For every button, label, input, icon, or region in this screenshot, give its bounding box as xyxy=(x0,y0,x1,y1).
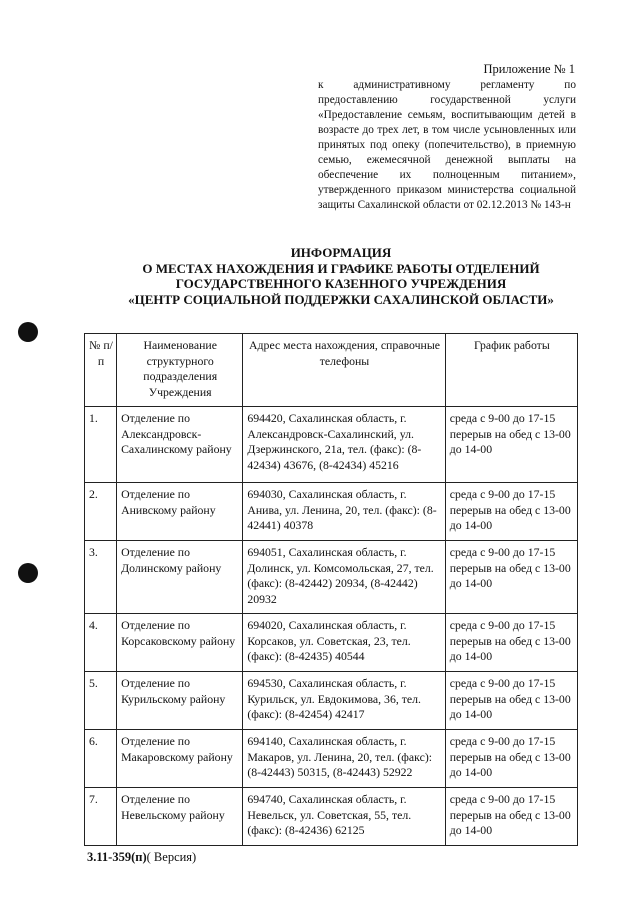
row-name: Отделение по Макаровскому району xyxy=(117,730,243,788)
header-address: Адрес места нахождения, справочные телефоны xyxy=(243,334,445,407)
row-name: Отделение по Анивскому району xyxy=(117,483,243,541)
row-schedule: среда с 9-00 до 17-15 перерыв на обед с 13-00 до 14-00 xyxy=(445,614,577,672)
row-address: 694020, Сахалинская область, г. Корсаков, ул. Советская, 23, тел. (факс): (8-42435) 40544 xyxy=(243,614,445,672)
row-name: Отделение по Курильскому району xyxy=(117,672,243,730)
header-name: Наименование структурного подразделения Учреждения xyxy=(117,334,243,407)
row-address: 694420, Сахалинская область, г. Александровск-Сахалинский, ул. Дзержинского, 21а, тел. (факс): (8-42434) 43676, (8-42434) 45216 xyxy=(243,407,445,483)
row-address: 694140, Сахалинская область, г. Макаров, ул. Ленина, 20, тел. (факс): (8-42443) 50315, (8-42443) 52922 xyxy=(243,730,445,788)
row-name: Отделение по Долинскому району xyxy=(117,541,243,614)
document-version: ( Версия) xyxy=(146,850,197,864)
row-schedule: среда с 9-00 до 17-15 перерыв на обед с 13-00 до 14-00 xyxy=(445,788,577,846)
row-name: Отделение по Невельскому району xyxy=(117,788,243,846)
table-row xyxy=(85,541,578,614)
table-row xyxy=(85,483,578,541)
header-schedule: График работы xyxy=(445,334,577,407)
heading-line: ИНФОРМАЦИЯ xyxy=(290,245,392,260)
heading-line: «ЦЕНТР СОЦИАЛЬНОЙ ПОДДЕРЖКИ САХАЛИНСКОЙ ОБЛАСТИ» xyxy=(128,291,554,307)
table-header-row xyxy=(85,334,578,407)
row-schedule: среда с 9-00 до 17-15 перерыв на обед с 13-00 до 14-00 xyxy=(445,407,577,483)
row-address: 694740, Сахалинская область, г. Невельск, ул. Советская, 55, тел. (факс): (8-42436) 62125 xyxy=(243,788,445,846)
row-schedule: среда с 9-00 до 17-15 перерыв на обед с 13-00 до 14-00 xyxy=(445,672,577,730)
row-schedule: среда с 9-00 до 17-15 перерыв на обед с 13-00 до 14-00 xyxy=(445,483,577,541)
annex-title: Приложение № 1 xyxy=(483,62,575,76)
row-number: 3. xyxy=(85,541,117,614)
row-name: Отделение по Александровск-Сахалинскому району xyxy=(117,407,243,483)
table-row xyxy=(85,407,578,483)
table-row xyxy=(85,788,578,846)
row-schedule: среда с 9-00 до 17-15 перерыв на обед с 13-00 до 14-00 xyxy=(445,730,577,788)
table-row xyxy=(85,672,578,730)
punch-hole-mark xyxy=(18,322,38,342)
row-number: 1. xyxy=(85,407,117,483)
table-row xyxy=(85,730,578,788)
row-number: 2. xyxy=(85,483,117,541)
row-number: 7. xyxy=(85,788,117,846)
document-code: 3.11-359(п) xyxy=(87,850,147,864)
document-heading xyxy=(60,245,622,307)
annex-body: к административному регламенту по предоставлению государственной услуги «Предоставление семьям, воспитывающим детей в возрасте до трех лет, в том числе усыновленных или принятых под опеку (попечительство), в приемную семью, ежемесячной денежной выплаты на обеспечение их полноценным питанием», утвержденного приказом министерства социальной защиты Сахалинской области от 02.12.2013 № 143-н xyxy=(318,79,576,211)
row-number: 4. xyxy=(85,614,117,672)
departments-table xyxy=(84,333,578,846)
row-address: 694051, Сахалинская область, г. Долинск, ул. Комсомольская, 27, тел. (факс): (8-42442) 20934, (8-42442) 20932 xyxy=(243,541,445,614)
row-number: 5. xyxy=(85,672,117,730)
row-address: 694030, Сахалинская область, г. Анива, ул. Ленина, 20, тел. (факс): (8-42441) 40378 xyxy=(243,483,445,541)
heading-line: О МЕСТАХ НАХОЖДЕНИЯ И ГРАФИКЕ РАБОТЫ ОТДЕЛЕНИЙ xyxy=(142,260,540,276)
row-schedule: среда с 9-00 до 17-15 перерыв на обед с 13-00 до 14-00 xyxy=(445,541,577,614)
header-number: № п/п xyxy=(85,334,117,407)
row-address: 694530, Сахалинская область, г. Курильск, ул. Евдокимова, 36, тел. (факс): (8-42454) 42417 xyxy=(243,672,445,730)
document-code-footer xyxy=(87,850,196,865)
row-name: Отделение по Корсаковскому району xyxy=(117,614,243,672)
heading-line: ГОСУДАРСТВЕННОГО КАЗЕННОГО УЧРЕЖДЕНИЯ xyxy=(175,276,507,291)
punch-hole-mark xyxy=(18,563,38,583)
table-row xyxy=(85,614,578,672)
row-number: 6. xyxy=(85,730,117,788)
